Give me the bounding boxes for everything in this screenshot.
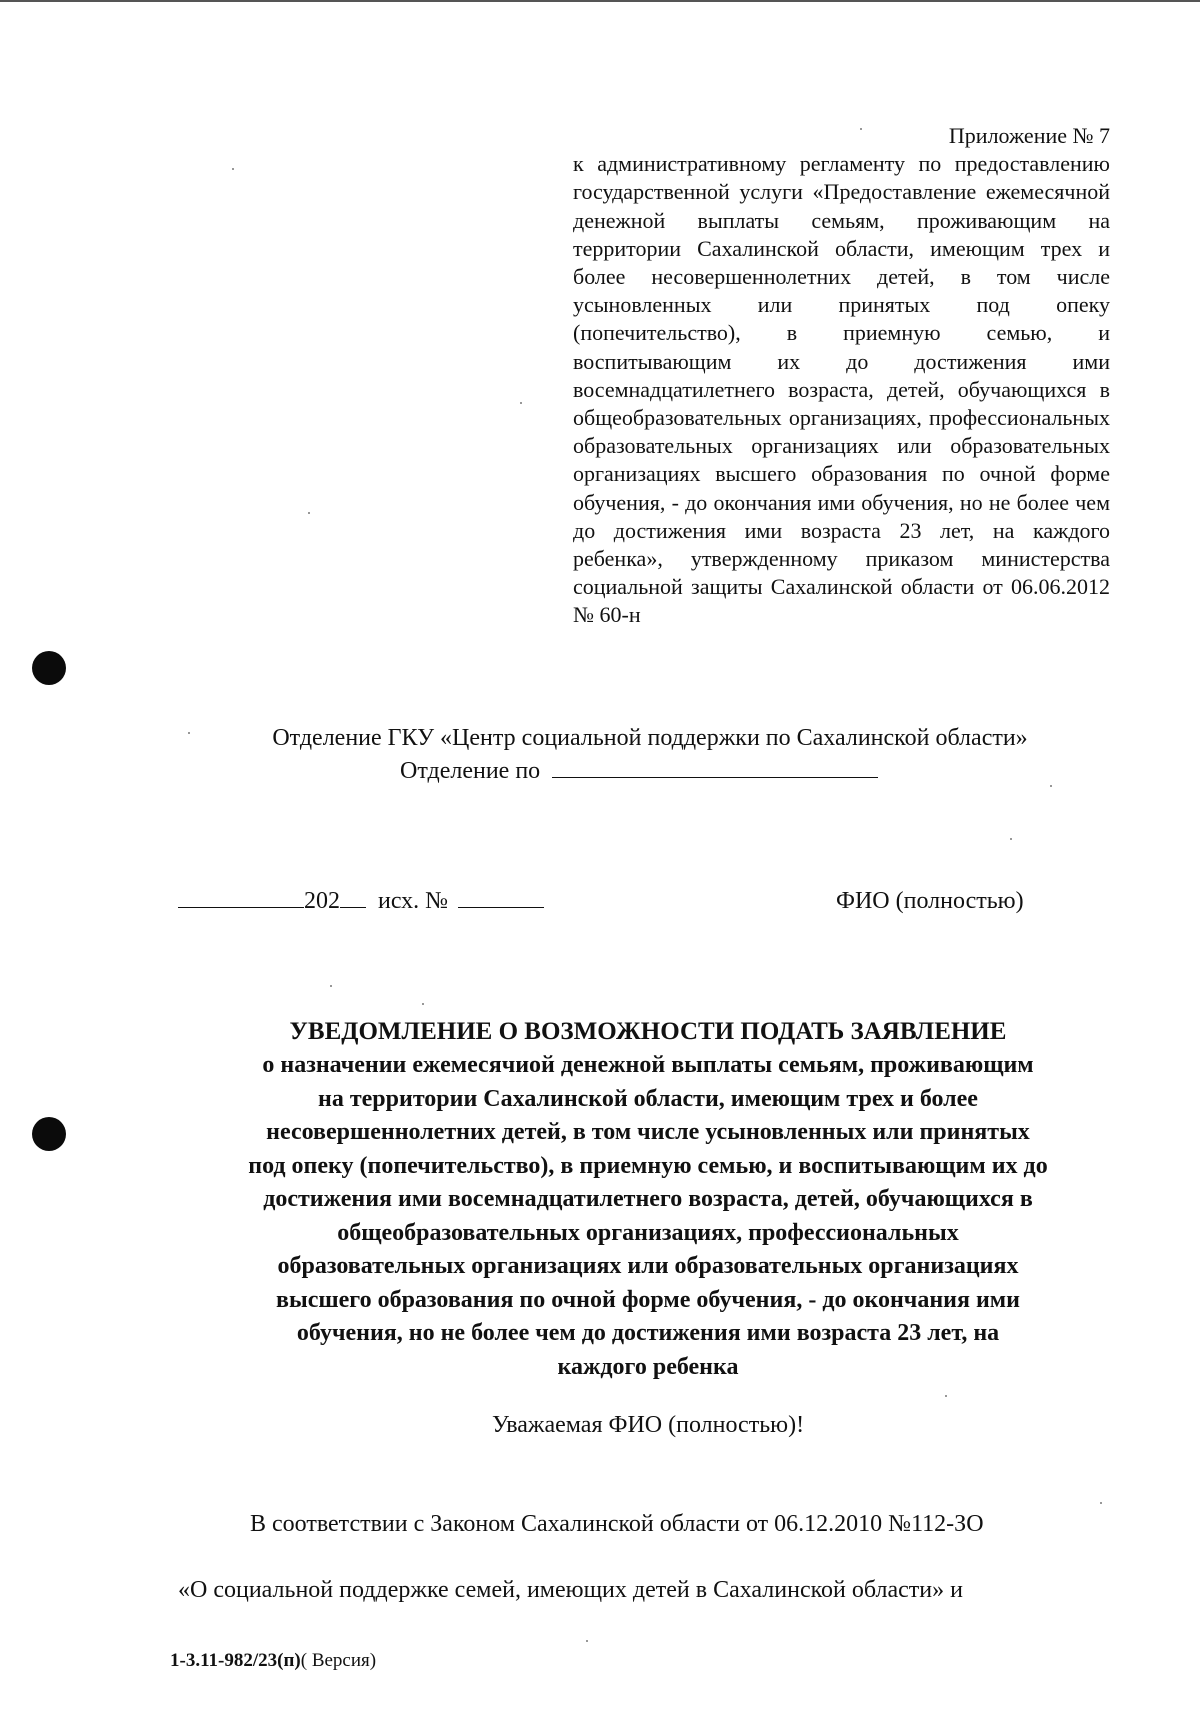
- date-blank-field: [178, 885, 304, 908]
- scan-speck: [520, 402, 522, 404]
- department-blank-field: [552, 755, 878, 778]
- scan-speck: [945, 1395, 947, 1397]
- greeting: Уважаемая ФИО (полностью)!: [491, 1412, 805, 1438]
- appendix-block: [573, 122, 1110, 630]
- notice-title: УВЕДОМЛЕНИЕ О ВОЗМОЖНОСТИ ПОДАТЬ ЗАЯВЛЕНИЕ: [289, 1018, 1007, 1045]
- department-name: Отделение ГКУ «Центр социальной поддержки по Сахалинской области»: [272, 725, 1028, 751]
- department-sub-label: Отделение по: [400, 758, 541, 784]
- notice-subtitle-line: высшего образования по очной форме обучения, - до окончания ими: [276, 1286, 1020, 1313]
- document-version: ( Версия): [300, 1650, 377, 1671]
- notice-subtitle-line: образовательных организациях или образовательных организациях: [277, 1253, 1019, 1279]
- scan-speck: [330, 985, 332, 987]
- notice-subtitle-line: достижения ими восемнадцатилетнего возраста, детей, обучающихся в: [263, 1186, 1033, 1212]
- outgoing-reference: [178, 885, 544, 917]
- notice-subtitle-line: на территории Сахалинской области, имеющим трех и более: [318, 1085, 978, 1112]
- page-top-edge: [0, 0, 1200, 2]
- scan-speck: [1100, 1502, 1102, 1504]
- scan-speck: [586, 1640, 588, 1642]
- notice-subtitle-line: каждого ребенка: [557, 1353, 739, 1380]
- appendix-body: к административному регламенту по предоставлению государственной услуги «Предоставление ежемесячной денежной выплаты семьям, проживающим на территории Сахалинской области, имеющим трех и более несовершеннолетних детей, в том числе усыновленных или принятых под опеку (попечительство), в приемную семью, и воспитывающим их до достижения ими восемнадцатилетнего возраста, детей, обучающихся в общеобразовательных организациях, профессиональных образовательных организациях или образовательных организациях высшего образования по очной форме обучения, - до окончания ими обучения, но не более чем до достижения ими возраста 23 лет, на каждого ребенка», утвержденному приказом министерства социальной защиты Сахалинской области от 06.06.2012 № 60-н: [573, 151, 1110, 628]
- punch-hole-top: [32, 651, 66, 685]
- scan-speck: [422, 1003, 424, 1005]
- scan-speck: [1050, 785, 1052, 787]
- notice-subtitle-line: несовершеннолетних детей, в том числе усыновленных или принятых: [266, 1119, 1030, 1145]
- body-text-line: «О социальной поддержке семей, имеющих детей в Сахалинской области» и: [178, 1577, 963, 1603]
- outgoing-number-blank-field: [458, 885, 544, 908]
- document-code: 1-3.11-982/23(п): [170, 1650, 301, 1671]
- notice-subtitle-line: под опеку (попечительство), в приемную семью, и воспитывающим их до: [248, 1152, 1048, 1179]
- notice-subtitle-line: обучения, но не более чем до достижения ими возраста 23 лет, на: [296, 1320, 1000, 1346]
- outgoing-number-label: исх. №: [378, 888, 449, 914]
- notice-subtitle-line: о назначении ежемесячиой денежной выплаты семьям, проживающим: [262, 1052, 1034, 1078]
- scan-speck: [232, 168, 234, 170]
- recipient-fio-label: ФИО (полностью): [836, 888, 1024, 914]
- scan-speck: [308, 512, 310, 514]
- year-label: 202: [304, 888, 340, 914]
- department-sub-line: [400, 755, 878, 787]
- body-text-line: В соответствии с Законом Сахалинской области от 06.12.2010 №112-ЗО: [250, 1511, 984, 1537]
- scan-speck: [1010, 838, 1012, 840]
- year-blank-field: [340, 885, 366, 908]
- notice-subtitle: [0, 1049, 1200, 1384]
- notice-subtitle-line: общеобразовательных организациях, профессиональных: [337, 1219, 959, 1246]
- appendix-title: Приложение № 7: [948, 123, 1110, 148]
- footer-document-code: [170, 1648, 376, 1674]
